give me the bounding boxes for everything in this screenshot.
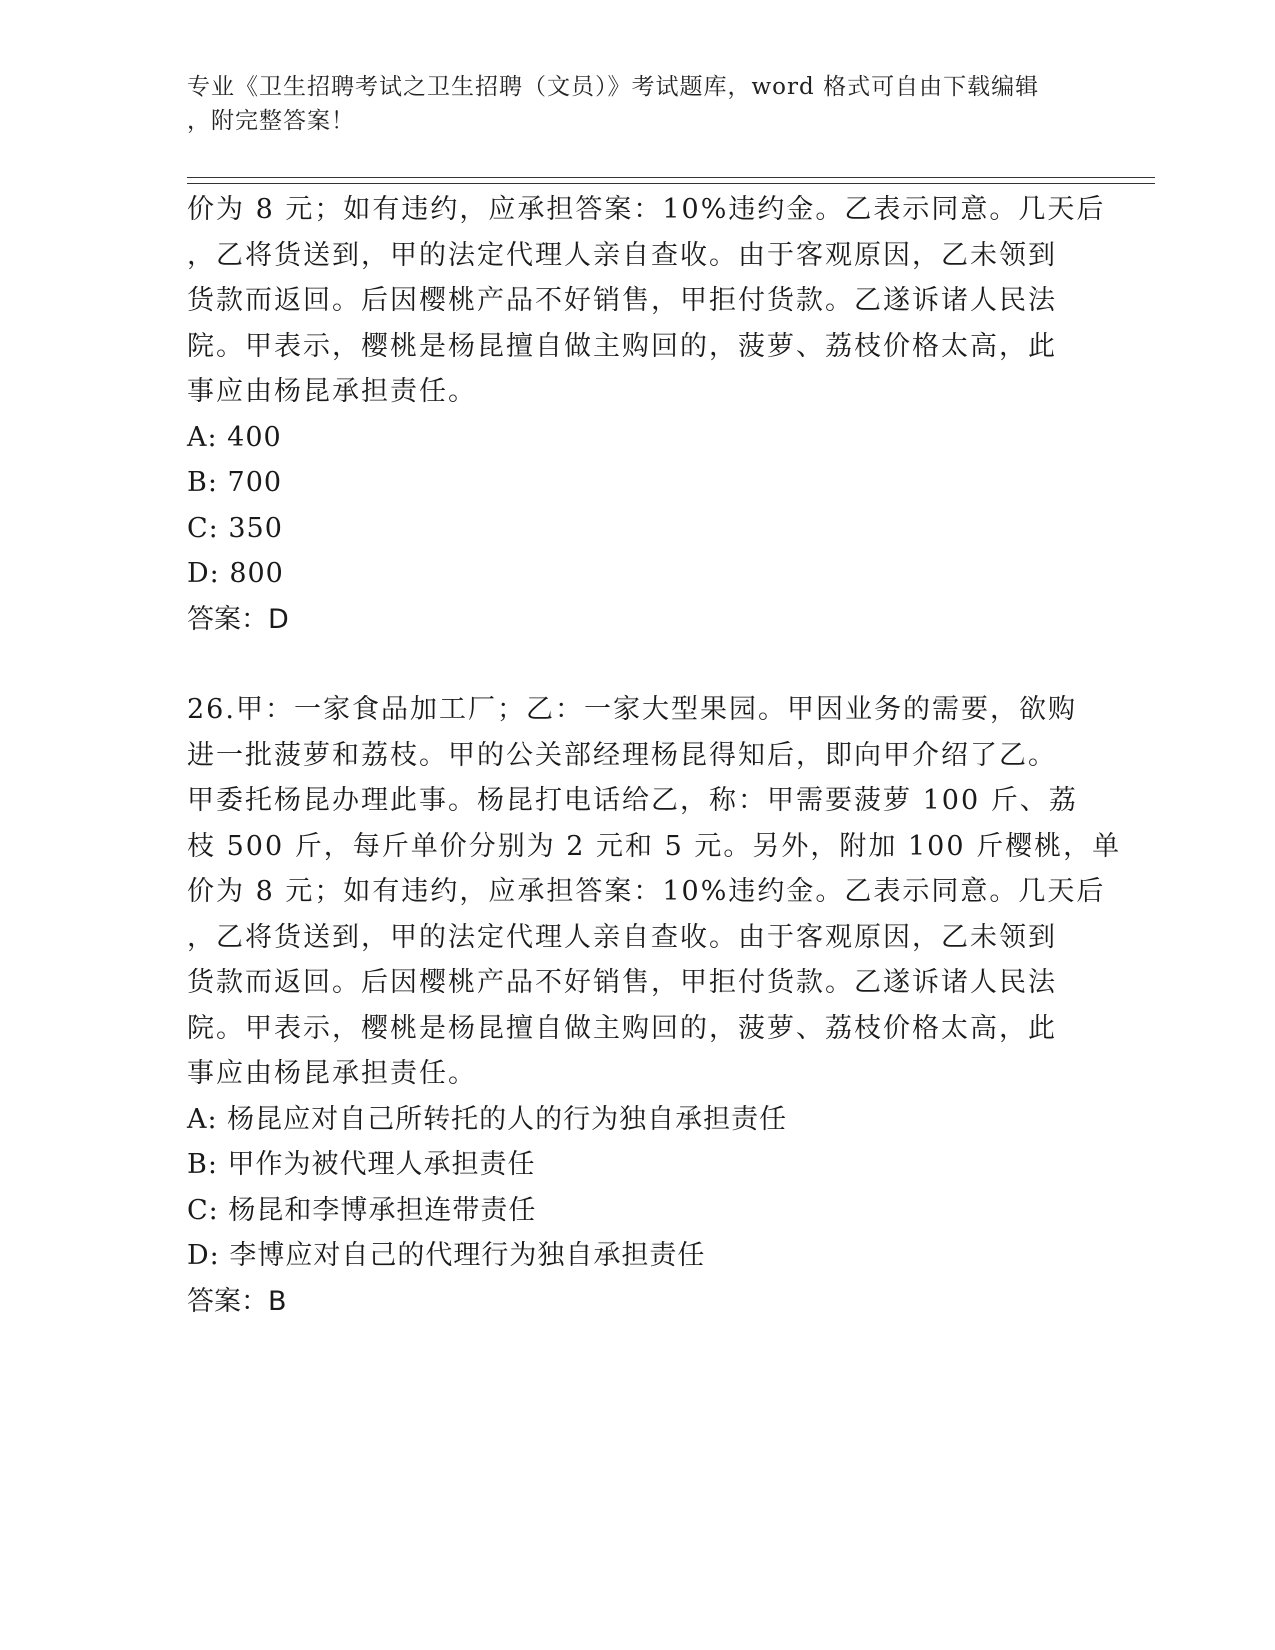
text-line: 事应由杨昆承担责任。 — [187, 1058, 477, 1089]
spacer — [187, 642, 1087, 687]
question-26 — [187, 687, 1122, 1324]
option-list — [187, 415, 1087, 597]
text-line: 事应由杨昆承担责任。 — [187, 376, 477, 407]
text-line: ，乙将货送到，甲的法定代理人亲自查收。由于客观原因，乙未领到 — [187, 921, 1057, 953]
option-b: B: 甲作为被代理人承担责任 — [187, 1149, 536, 1180]
text-line: 货款而返回。后因樱桃产品不好销售，甲拒付货款。乙遂诉诸人民法 — [187, 967, 1057, 998]
text-line: 院。甲表示，樱桃是杨昆擅自做主购回的，菠萝、荔枝价格太高，此 — [187, 1012, 1057, 1044]
answer-line: 答案：D — [187, 603, 289, 635]
header-line-1: 专业《卫生招聘考试之卫生招聘（文员）》考试题库，word 格式可自由下载编辑 — [187, 74, 1040, 100]
text-line: 价为 8 元；如有违约，应承担答案：10%违约金。乙表示同意。几天后 — [187, 876, 1106, 907]
option-list — [187, 1097, 1087, 1279]
answer-line: 答案：B — [187, 1285, 287, 1317]
question-text — [187, 187, 1106, 415]
option-b: B: 700 — [187, 467, 283, 498]
header-divider-bottom — [187, 183, 1155, 184]
text-line: 货款而返回。后因樱桃产品不好销售，甲拒付货款。乙遂诉诸人民法 — [187, 285, 1057, 316]
page-header — [187, 70, 1067, 138]
option-a: A: 杨昆应对自己所转托的人的行为独自承担责任 — [187, 1103, 788, 1135]
text-line: 价为 8 元；如有违约，应承担答案：10%违约金。乙表示同意。几天后 — [187, 194, 1106, 225]
document-body — [187, 187, 1122, 1324]
text-line: 枝 500 斤，每斤单价分别为 2 元和 5 元。另外，附加 100 斤樱桃，单 — [187, 830, 1122, 862]
option-c: C: 350 — [187, 512, 283, 544]
text-line: 26.甲：一家食品加工厂；乙：一家大型果园。甲因业务的需要，欲购 — [187, 694, 1077, 725]
question-text — [187, 687, 1122, 1097]
text-line: 院。甲表示，樱桃是杨昆擅自做主购回的，菠萝、荔枝价格太高，此 — [187, 330, 1057, 362]
text-line: 甲委托杨昆办理此事。杨昆打电话给乙，称：甲需要菠萝 100 斤、荔 — [187, 785, 1078, 816]
option-d: D: 800 — [187, 558, 284, 589]
option-c: C: 杨昆和李博承担连带责任 — [187, 1194, 537, 1226]
header-line-2: ，附完整答案！ — [187, 108, 355, 134]
option-d: D: 李博应对自己的代理行为独自承担责任 — [187, 1240, 706, 1271]
question-25-continuation — [187, 187, 1106, 642]
text-line: 进一批菠萝和荔枝。甲的公关部经理杨昆得知后，即向甲介绍了乙。 — [187, 739, 1057, 771]
text-line: ，乙将货送到，甲的法定代理人亲自查收。由于客观原因，乙未领到 — [187, 239, 1057, 271]
option-a: A: 400 — [187, 421, 282, 453]
header-divider-top — [187, 177, 1155, 178]
